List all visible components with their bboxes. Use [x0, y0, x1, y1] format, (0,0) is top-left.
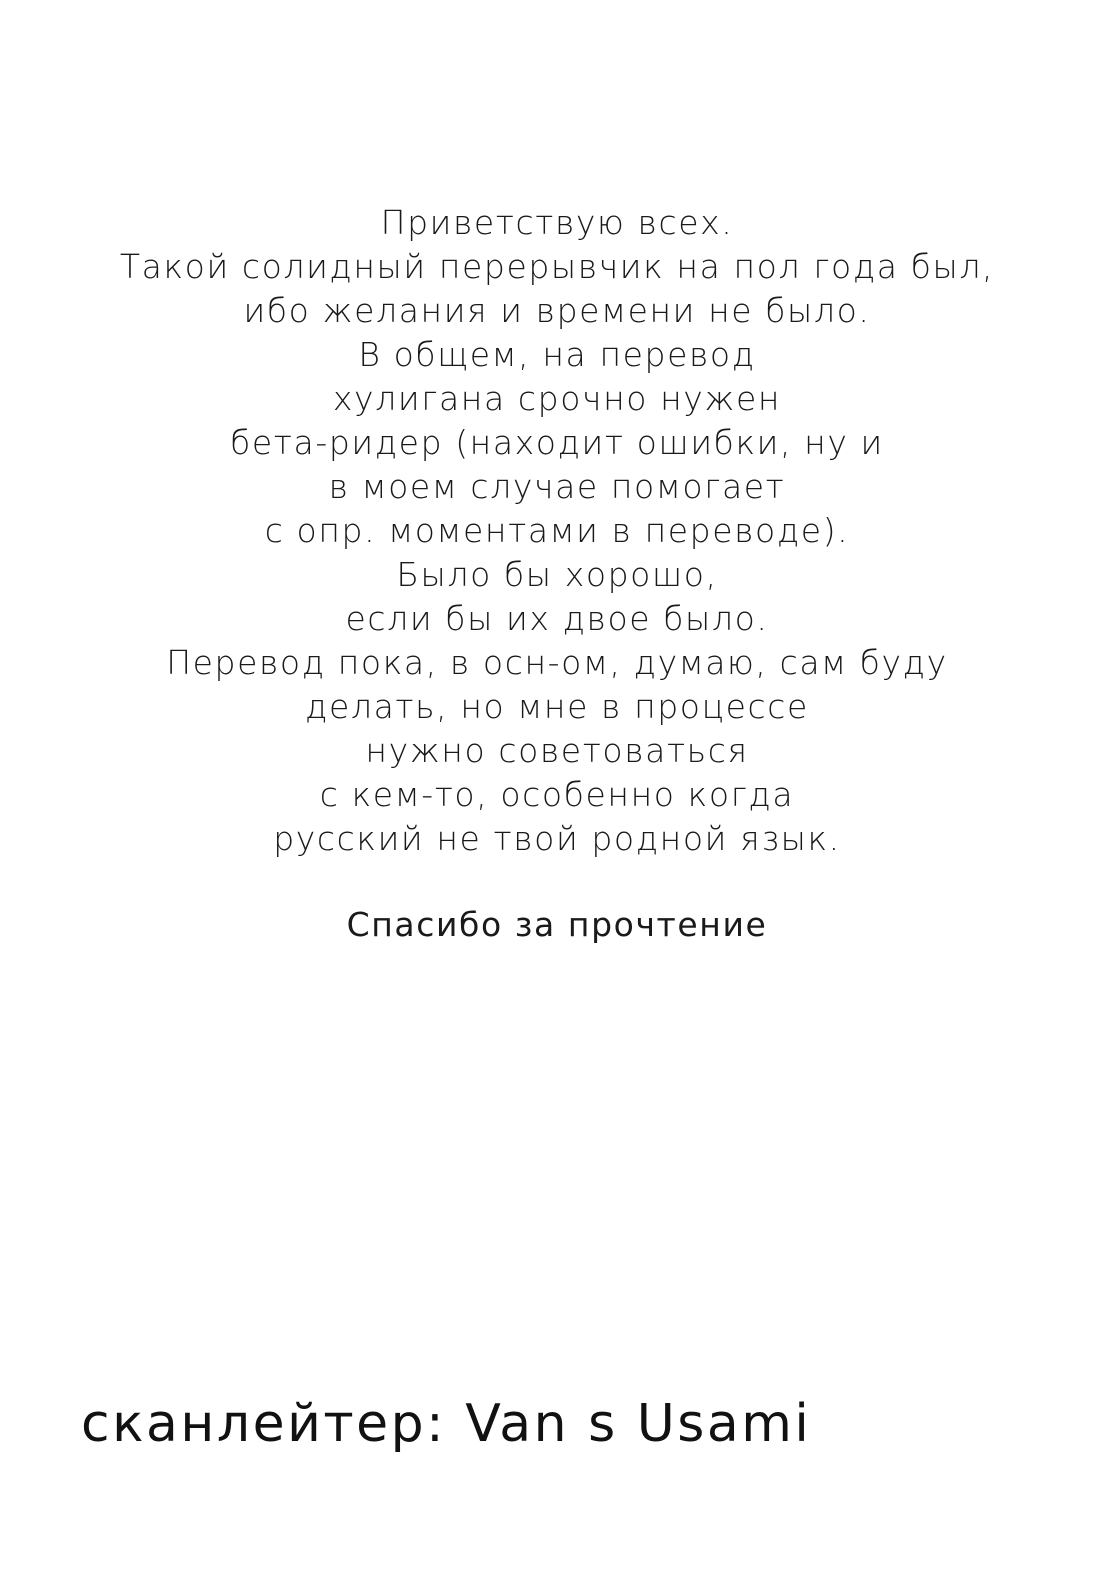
message-line: Перевод пока, в осн-ом, думаю, сам буду — [166, 643, 948, 682]
message-line: хулигана срочно нужен — [332, 379, 782, 418]
message-line: в моем случае помогает — [328, 467, 786, 506]
message-line: с опр. моментами в переводе). — [264, 511, 850, 550]
message-line: нужно советоваться — [365, 731, 749, 770]
message-line: Такой солидный перерывчик на пол года был, — [119, 247, 995, 286]
message-line: бета-ридер (находит ошибки, ну и — [230, 423, 884, 462]
message-line: если бы их двое было. — [345, 599, 769, 638]
message-line: В общем, на перевод — [358, 335, 756, 374]
message-block — [0, 201, 1114, 861]
message-line: с кем-то, особенно когда — [319, 775, 795, 814]
scanlator-credit: сканлейтер: Van s Usami — [81, 1394, 812, 1454]
message-line: Было бы хорошо, — [396, 555, 718, 594]
message-line: делать, но мне в процессе — [305, 687, 809, 726]
thanks-text: Спасибо за прочтение — [346, 905, 768, 944]
message-line: ибо желания и времени не было. — [243, 291, 871, 330]
message-line: Приветствую всех. — [380, 203, 734, 242]
message-line: русский не твой родной язык. — [273, 819, 841, 858]
